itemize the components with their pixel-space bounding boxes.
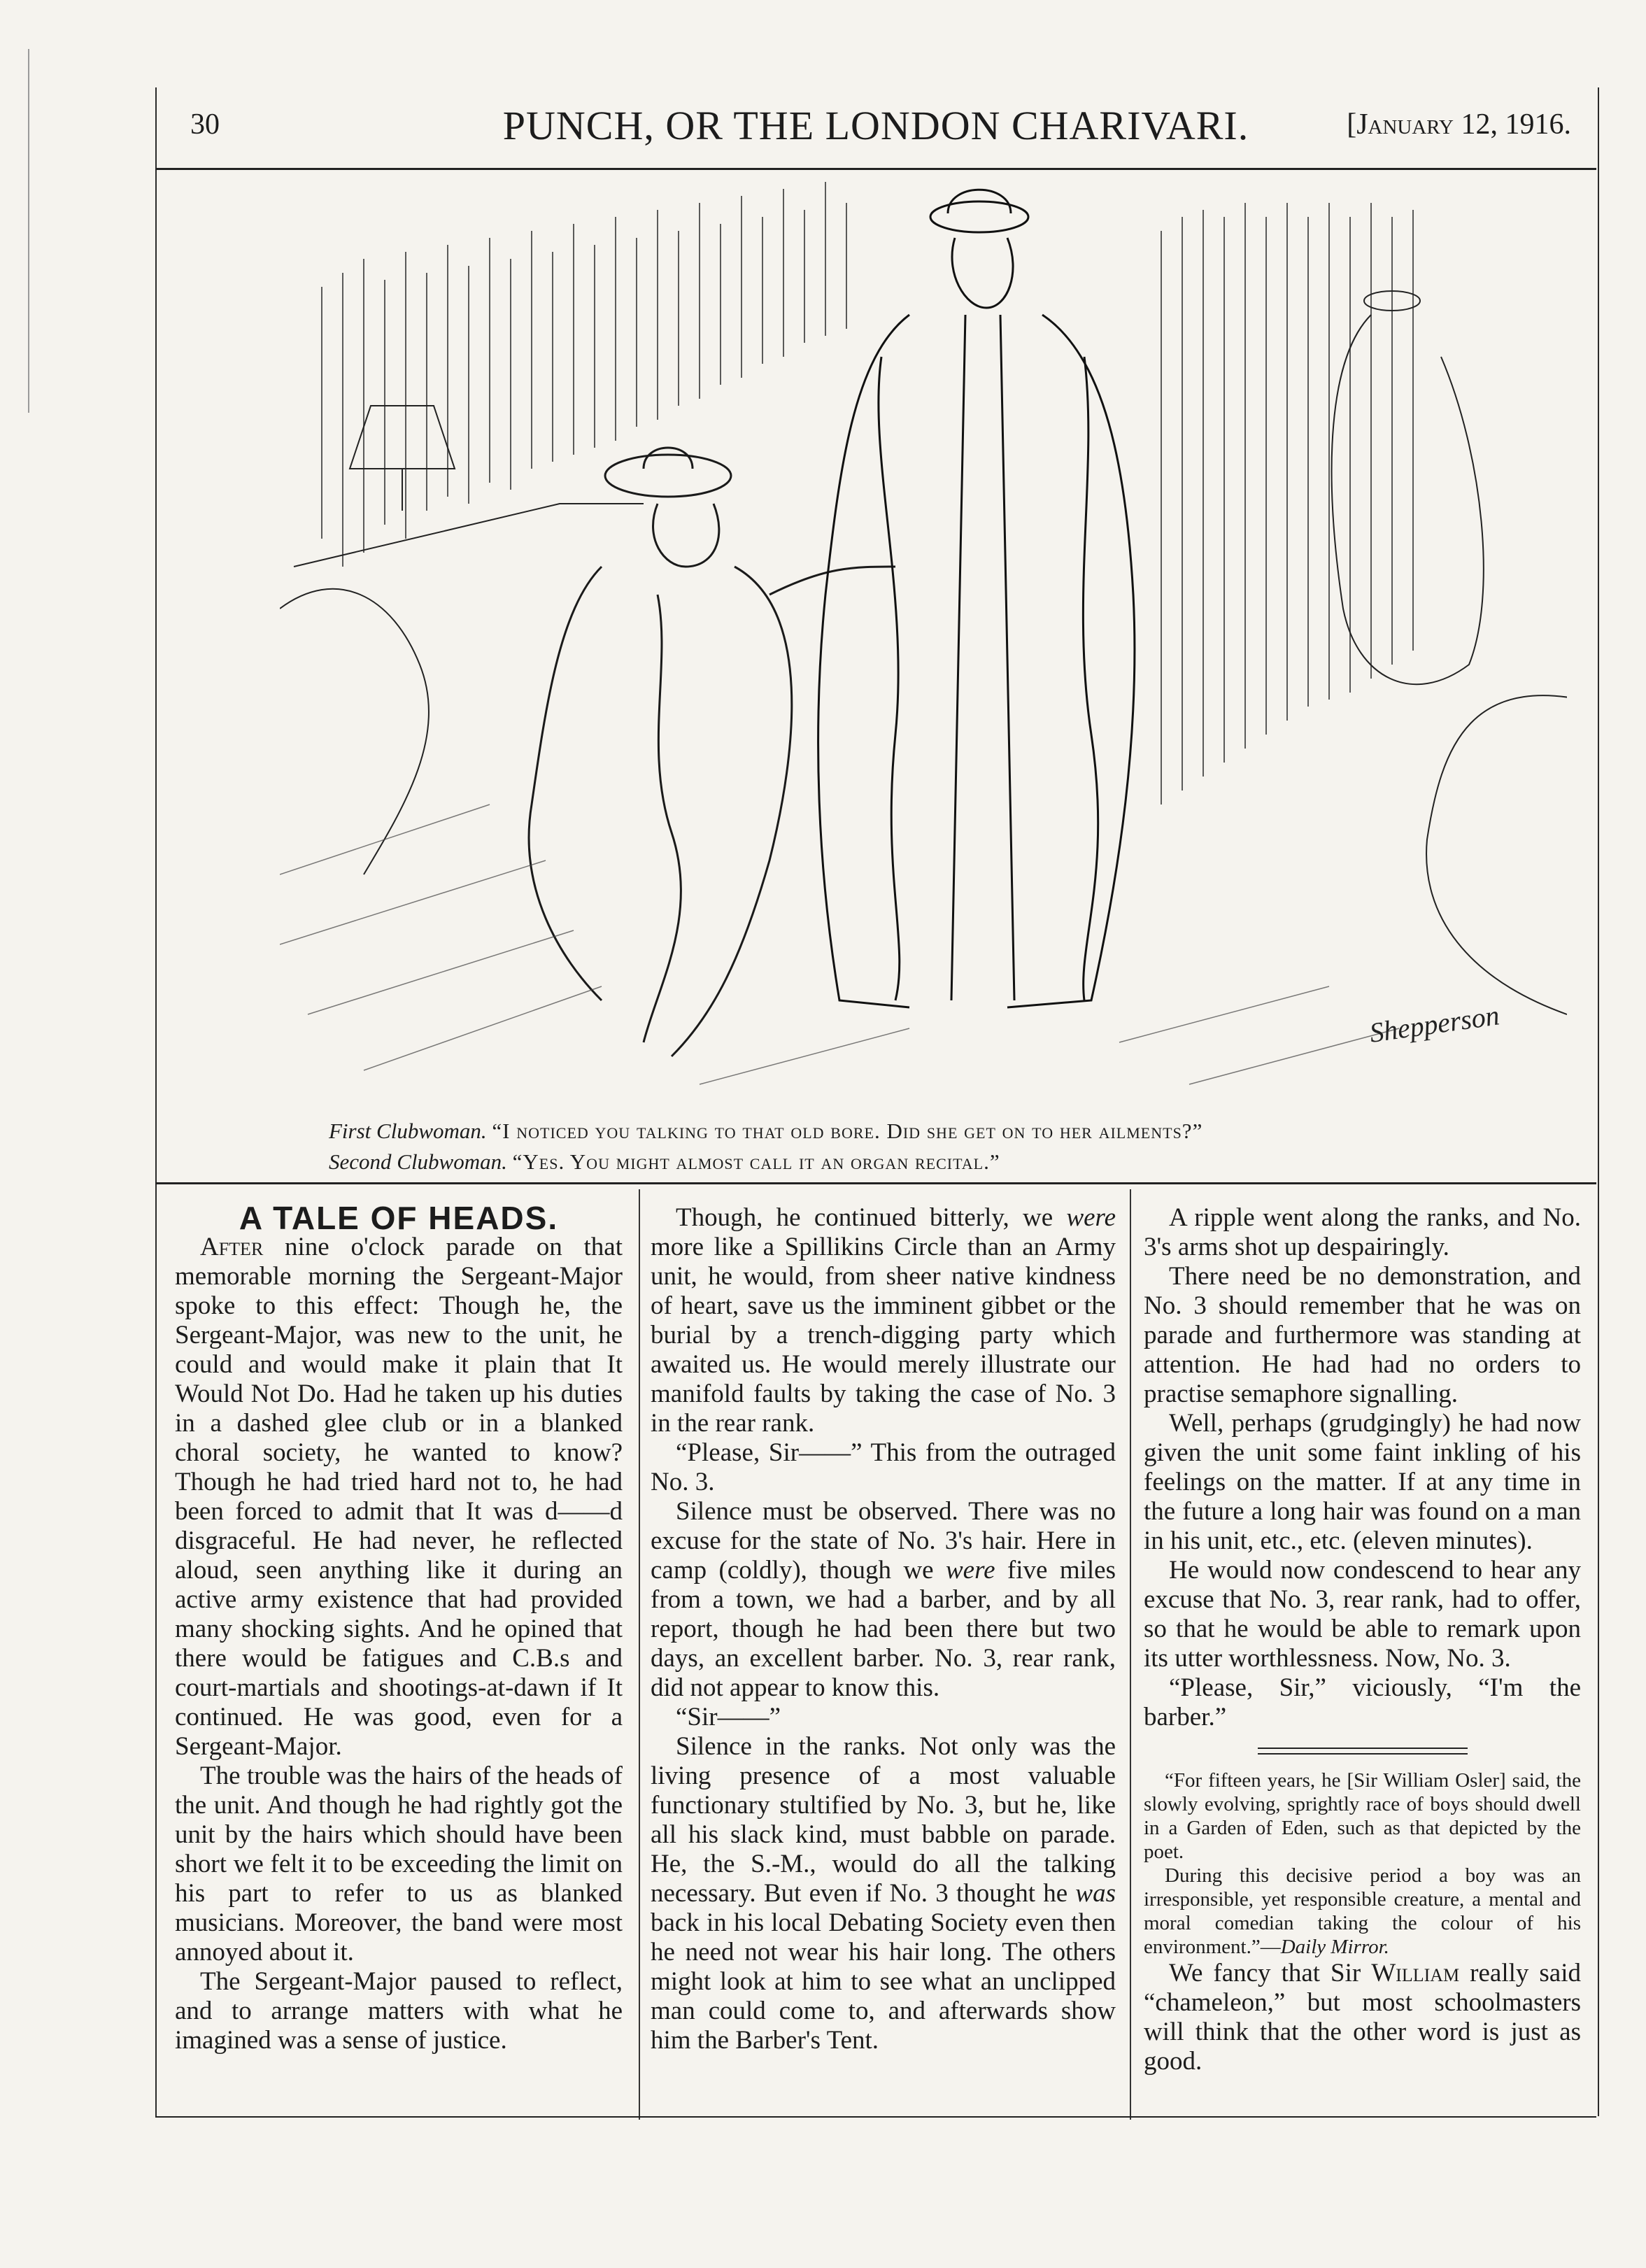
snippet-comment: We fancy that Sir William really said “chameleon,” but most schoolmasters will think that the other word is just as good.	[1144, 1959, 1581, 2076]
paragraph: He would now condescend to hear any excuse that No. 3, rear rank, had to offer, so that he would be able to remark upon its utter worthlessness. Now, No. 3.	[1144, 1556, 1581, 1673]
paragraph: “Sir——”	[676, 1703, 781, 1731]
paragraph: The trouble was the hairs of the heads of the unit. And though he had rightly got the unit by the hairs which should have been short we felt it to be exceeding the limit on his part to refer to us as blanked musicians. Moreover, the band were most annoyed about it.	[175, 1762, 623, 1966]
paragraph: Silence in the ranks. Not only was the living presence of a most valuable functionary stultified by No. 3, but he, like all his slack kind, must babble on parade. He, the S.-M., would do all the talking necessary. But even if No. 3 thought he was back in his local Debating Society even then he need not wear his hair long. The others might look at him to see what an unclipped man could come to, and afterwards show him the Barber's Tent.	[651, 1732, 1116, 2055]
page-number: 30	[190, 108, 220, 141]
paragraph: After nine o'clock parade on that memorable morning the Sergeant-Major spoke to this effect: Though he, the Sergeant-Major, was new to the unit, he could and would make it plain that It Would Not Do. Had he taken up his duties in a dashed glee club or in a blanked choral society, he wanted to know? Though he had tried hard not to, he had been forced to admit that It was d——d disgraceful. He had never, he reflected aloud, seen anything like it during an active army existence that had provided many shocking sights. And he opined that there would be fatigues and C.B.s and court-martials and shootings-at-dawn if It continued. He was good, even for a Sergeant-Major.	[175, 1233, 623, 1761]
column-3	[1144, 1203, 1581, 2127]
column-1	[175, 1200, 623, 2127]
quoted-snippet	[1144, 1769, 1581, 1959]
double-rule	[1258, 1748, 1468, 1755]
artist-signature: Shepperson	[1367, 999, 1502, 1049]
bottom-rule	[155, 2116, 1596, 2118]
cartoon-illustration	[280, 175, 1567, 1112]
column-rule	[1130, 1189, 1131, 2120]
paragraph: Silence must be observed. There was no excuse for the state of No. 3's hair. Here in camp (coldly), though we were five miles from a town, we had a barber, and by all report, though he had been there but two days, an excellent barber. No. 3, rear rank, did not appear to know this.	[651, 1497, 1116, 1702]
caption-line-1: First Clubwoman. “I noticed you talking to that old bore. Did she get on to her ailments?”	[329, 1119, 1203, 1143]
issue-date: [January 12, 1916.	[1347, 108, 1571, 141]
paragraph: The Sergeant-Major paused to reflect, and to arrange matters with what he imagined was a sense of justice.	[175, 1967, 623, 2055]
caption-line-2: Second Clubwoman. “Yes. You might almost call it an organ recital.”	[329, 1149, 1000, 1174]
paragraph: “Please, Sir——” This from the outraged No. 3.	[651, 1438, 1116, 1496]
paragraph: Well, perhaps (grudgingly) he had now given the unit some faint inkling of his feelings on the matter. If at any time in the future a long hair was found on a man in his unit, etc., etc. (eleven minutes).	[1144, 1409, 1581, 1555]
paragraph: There need be no demonstration, and No. 3 should remember that he was on parade and furthermore was standing at attention. He had had no orders to practise semaphore signalling.	[1144, 1262, 1581, 1408]
margin-rule	[28, 49, 29, 413]
quote-paragraph: During this decisive period a boy was an irresponsible, yet responsible creature, a mental and moral comedian taking the colour of his environment.”—Daily Mirror.	[1144, 1864, 1581, 1958]
page-header	[155, 91, 1596, 170]
column-rule	[639, 1189, 640, 2120]
paragraph: Though, he continued bitterly, we were more like a Spillikins Circle than an Army unit, he would, from sheer native kindness of heart, save us the imminent gibbet or the burial by a trench-digging party which awaited us. He would merely illustrate our manifold faults by taking the case of No. 3 in the rear rank.	[651, 1203, 1116, 1438]
paragraph: A ripple went along the ranks, and No. 3's arms shot up despairingly.	[1144, 1203, 1581, 1261]
article-title: A TALE OF HEADS.	[239, 1200, 559, 1236]
quote-paragraph: “For fifteen years, he [Sir William Osler] said, the slowly evolving, sprightly race of boys should dwell in a Garden of Eden, such as that depicted by the poet.	[1144, 1769, 1581, 1863]
masthead: PUNCH, OR THE LONDON CHARIVARI.	[502, 103, 1249, 148]
section-rule	[155, 1182, 1596, 1184]
paragraph: “Please, Sir,” viciously, “I'm the barber.”	[1144, 1673, 1581, 1731]
column-2	[651, 1203, 1116, 2127]
cartoon-caption	[329, 1116, 1518, 1177]
